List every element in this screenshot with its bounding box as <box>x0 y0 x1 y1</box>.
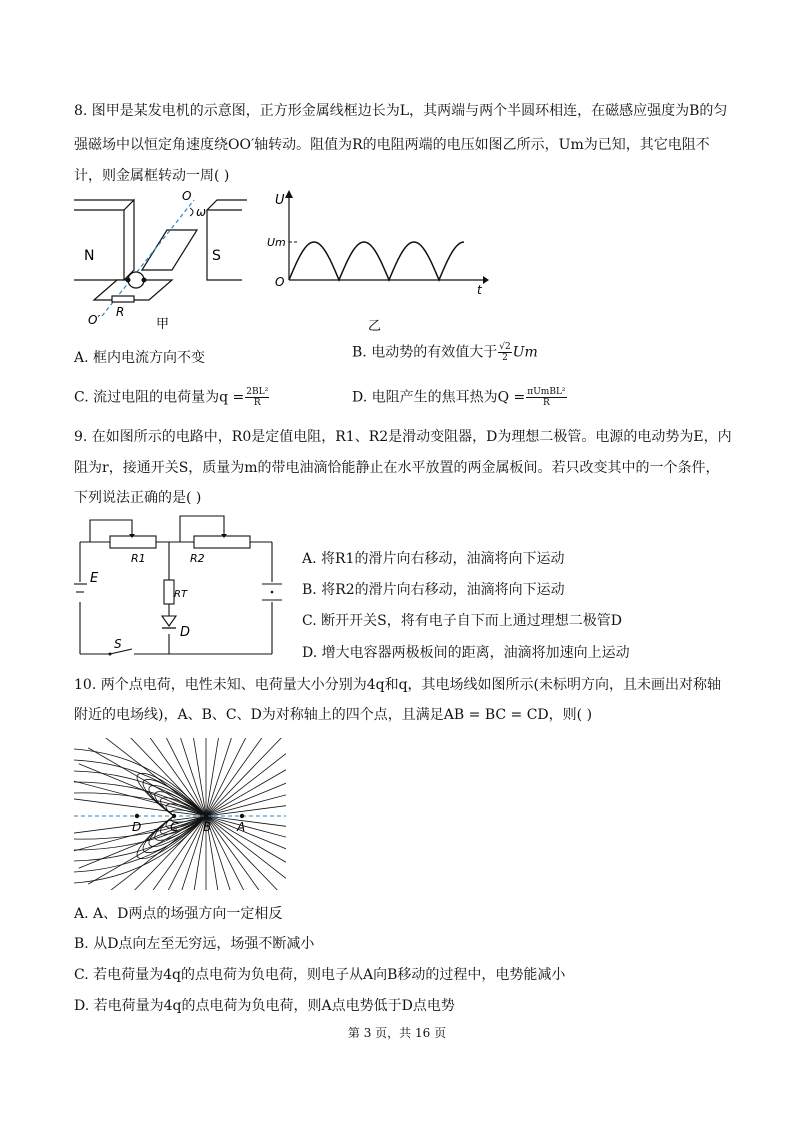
label-origin: O <box>275 275 285 289</box>
q8-figure-jia <box>72 188 272 333</box>
label-omega: ω <box>196 205 207 219</box>
magnet-n-outline <box>74 210 124 280</box>
caption-yi: 乙 <box>368 319 382 334</box>
caption-jia: 甲 <box>156 317 170 332</box>
label-Oprime: O′ <box>88 313 101 327</box>
q10-option-b: B. 从D点向左至无穷远，场强不断减小 <box>74 936 315 952</box>
resistor-R <box>112 296 134 302</box>
q9-option-a: A. 将R1的滑片向右移动，油滴将向下运动 <box>302 551 565 567</box>
q10-option-c: C. 若电荷量为4q的点电荷为负电荷，则电子从A向B移动的过程中，电势能减小 <box>74 967 566 983</box>
magnet-s-outline <box>207 210 242 280</box>
q9-option-c: C. 断开开关S，将有电子自下而上通过理想二极管D <box>302 613 622 629</box>
label-B: B <box>203 820 212 834</box>
label-R2: R2 <box>190 552 205 565</box>
label-N: N <box>84 248 95 264</box>
q9-circuit <box>74 512 292 662</box>
q9-option-d: D. 增大电容器两极板间的距离，油滴将加速向上运动 <box>302 645 630 661</box>
q9-line1: 9. 在如图所示的电路中，R0是定值电阻，R1、R2是滑动变阻器，D为理想二极管。电源的电动势为E，内 <box>74 429 732 445</box>
q8-line1: 8. 图甲是某发电机的示意图，正方形金属线框边长为L，其两端与两个半圆环相连，在磁感应强度为B的匀 <box>74 103 728 119</box>
q9-line3: 下列说法正确的是( ) <box>74 490 202 506</box>
q9-line2: 阻为r，接通开关S，质量为m的带电油滴恰能静止在水平放置的两金属板间。若只改变其中的一个条件， <box>74 460 720 476</box>
q8-figure-yi <box>265 190 490 335</box>
label-E: E <box>90 571 99 586</box>
resistor-R2 <box>194 536 250 548</box>
label-t: t <box>477 283 482 297</box>
q8-option-c: C. 流过电阻的电荷量为q = $\frac{\text{2BL²}}{R}$ <box>74 387 269 408</box>
label-D: D <box>180 625 191 640</box>
q10-line1: 10. 两个点电荷，电性未知、电荷量大小分别为4q和q，其电场线如图所示(未标明方向，且未画出对称轴 <box>74 677 722 693</box>
label-RT: RT <box>174 589 188 600</box>
q10-line2: 附近的电场线)，A、B、C、D为对称轴上的四个点，且满足AB = BC = CD，则( ) <box>74 707 593 723</box>
label-R1: R1 <box>131 552 146 565</box>
label-R: R <box>116 305 125 319</box>
resistor-RT <box>164 580 174 604</box>
page-footer: 第 3 页，共 16 页 <box>347 1026 447 1040</box>
q8-option-d: D. 电阻产生的焦耳热为Q = $\frac{\text{πUmBL²}}{R}$ <box>352 387 566 408</box>
label-O: O <box>182 189 192 203</box>
label-S: S <box>114 637 122 651</box>
label-C: C <box>170 820 179 834</box>
q8-option-b: B. 电动势的有效值大于 $\frac{√2}{2}$ Um <box>352 342 538 363</box>
coil-frame <box>142 230 197 270</box>
diode-D <box>162 616 176 626</box>
q8-line2: 强磁场中以恒定角速度绕OO′轴转动。阻值为R的电阻两端的电压如图乙所示，Um为已知，其它电阻不 <box>74 137 710 153</box>
q10-option-d: D. 若电荷量为4q的点电荷为负电荷，则A点电势低于D点电势 <box>74 998 455 1014</box>
q10-option-a: A. A、D两点的场强方向一定相反 <box>74 906 283 922</box>
label-D: D <box>132 820 142 834</box>
label-S: S <box>212 248 221 264</box>
q9-option-b: B. 将R2的滑片向右移动，油滴将向下运动 <box>302 582 565 598</box>
resistor-R1 <box>110 536 156 548</box>
magnet-n-side <box>124 200 134 280</box>
rectified-wave <box>289 242 464 280</box>
q8-line3: 计，则金属框转动一周( ) <box>74 168 230 184</box>
oil-droplet <box>271 591 274 594</box>
label-A: A <box>237 820 246 834</box>
label-Um: Um <box>267 236 286 249</box>
q10-field-lines <box>74 738 286 890</box>
q8-option-a: A. 框内电流方向不变 <box>74 350 206 366</box>
label-U: U <box>275 193 285 208</box>
